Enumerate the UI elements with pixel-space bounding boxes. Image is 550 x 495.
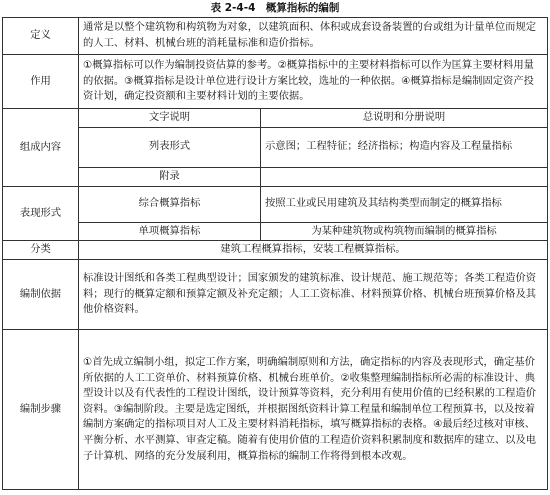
table-caption: 表 2-4-4 概算指标的编制	[210, 2, 340, 14]
definition-text: 通常是以整个建筑物和构筑物为对象，以建筑面积、体积或成套设备装置的台或组为计量单位而规定的人工、材料、机械台班的消耗量标准和造价指标。	[79, 18, 548, 55]
form-item-desc: 按照工业或民用建筑及其结构类型而制定的概算指标	[261, 186, 548, 222]
form-item-name: 单项概算指标	[79, 222, 261, 241]
form-item-name: 综合概算指标	[79, 186, 261, 222]
row-composition-3	[3, 167, 548, 186]
form-item-desc: 为某种建筑物或构筑物而编制的概算指标	[261, 222, 548, 241]
composition-item-desc: 总说明和分册说明	[261, 109, 548, 128]
row-classification	[3, 241, 548, 260]
label-classification: 分类	[3, 241, 79, 260]
composition-item-desc: 示意图；工程特征；经济指标；构造内容及工程量指标	[261, 127, 548, 167]
label-form: 表现形式	[3, 186, 79, 241]
composition-item-name: 附录	[79, 167, 261, 186]
label-definition: 定义	[3, 18, 79, 55]
row-form-1	[3, 186, 548, 222]
label-steps: 编制步骤	[3, 330, 79, 490]
label-function: 作用	[3, 55, 79, 109]
row-steps	[3, 330, 548, 490]
row-composition-1	[3, 109, 548, 128]
classification-text: 建筑工程概算指标，安装工程概算指标。	[79, 241, 548, 260]
row-definition	[3, 18, 548, 55]
indicator-table	[2, 17, 548, 490]
function-text: ①概算指标可以作为编制投资估算的参考。②概算指标中的主要材料指标可以作为匡算主要材料用量的依据。③概算指标是设计单位进行设计方案比较，选址的一种依据。④概算指标是编制固定资产投资计划，确定投资额和主要材料计划的主要依据。	[79, 55, 548, 109]
row-composition-2	[3, 127, 548, 167]
composition-item-name: 文字说明	[79, 109, 261, 128]
label-basis: 编制依据	[3, 260, 79, 330]
row-form-2	[3, 222, 548, 241]
composition-item-desc	[261, 167, 548, 186]
label-composition: 组成内容	[3, 109, 79, 187]
steps-text: ①首先成立编制小组，拟定工作方案，明确编制原则和方法，确定指标的内容及表现形式，确定基价所依据的人工工资单价、材料预算价格、机械台班单价。②收集整理编制指标所必需的标准设计、典型设计以及有代表性的工程设计图纸，设计预算等资料，充分利用有使用价值的已经积累的工程造价资料。③编制阶段。主要是选定图纸，并根据图纸资料计算工程量和编制单位工程预算书，以及按着编制方案确定的指标项目对人工及主要材料消耗指标，填写概算指标的表格。④最后经过核对审核、平衡分析、水平测算、审查定稿。随着有使用价值的工程造价资料积累制度和数据库的建立、以及电子计算机、网络的充分发展利用，概算指标的编制工作将得到根本改观。	[79, 330, 548, 490]
row-basis	[3, 260, 548, 330]
composition-item-name: 列表形式	[79, 127, 261, 167]
row-function	[3, 55, 548, 109]
basis-text: 标准设计图纸和各类工程典型设计；国家颁发的建筑标准、设计规范、施工规范等；各类工程造价资料；现行的概算定额和预算定额及补充定额；人工工资标准、材料预算价格、机械台班预算价格及其他价格资料。	[79, 260, 548, 330]
